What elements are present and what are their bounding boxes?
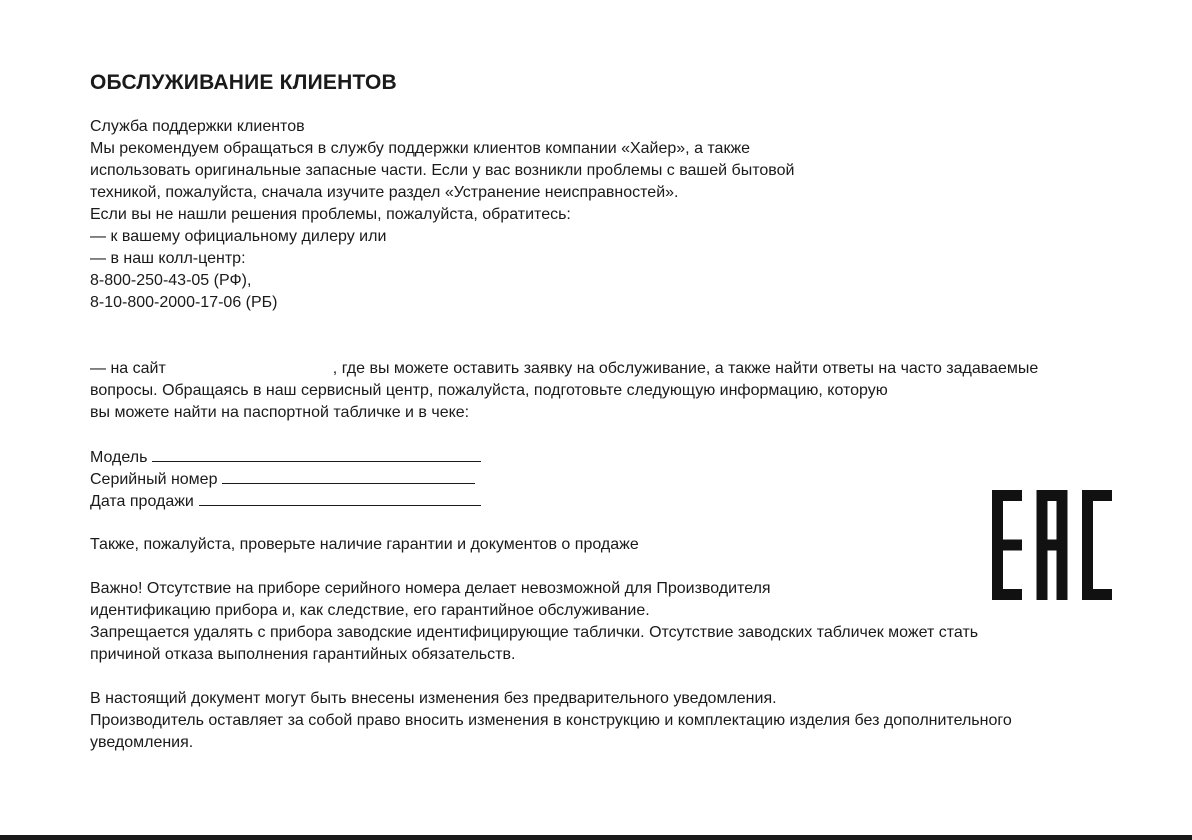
warranty-check-text: Также, пожалуйста, проверьте наличие гарантии и документов о продаже xyxy=(90,536,639,553)
important-text-line: идентификацию прибора и, как следствие, его гарантийное обслуживание. xyxy=(90,602,650,619)
website-suffix: , где вы можете оставить заявку на обслуживание, а также найти ответы на часто задаваемые xyxy=(332,360,1039,377)
website-line xyxy=(90,359,1038,379)
page-bottom-border xyxy=(0,835,1192,840)
dealer-option: — к вашему официальному дилеру или xyxy=(90,228,387,245)
support-text-line: техникой, пожалуйста, сначала изучите раздел «Устранение неисправностей». xyxy=(90,184,679,201)
phone-by: 8-10-800-2000-17-06 (РБ) xyxy=(90,294,278,311)
website-text-line: вы можете найти на паспортной табличке и в чеке: xyxy=(90,404,470,421)
model-label: Модель xyxy=(90,449,148,466)
important-text-line: Важно! Отсутствие на приборе серийного номера делает невозможной для Производителя xyxy=(90,580,771,597)
model-underline xyxy=(152,447,481,462)
support-text-line: Мы рекомендуем обращаться в службу поддержки клиентов компании «Хайер», а также xyxy=(90,140,751,157)
call-center-option: — в наш колл-центр: xyxy=(90,250,246,267)
important-text-line: причиной отказа выполнения гарантийных обязательств. xyxy=(90,646,516,663)
sale-date-label: Дата продажи xyxy=(90,493,194,510)
support-text-line: Если вы не нашли решения проблемы, пожалуйста, обратитесь: xyxy=(90,206,571,223)
important-text-line: Запрещается удалять с прибора заводские идентифицирующие таблички. Отсутствие заводских табличек может стать xyxy=(90,624,979,641)
page-title: ОБСЛУЖИВАНИЕ КЛИЕНТОВ xyxy=(90,71,397,94)
eac-mark-icon xyxy=(992,490,1112,600)
sale-date-field xyxy=(90,491,481,512)
notice-text-line: В настоящий документ могут быть внесены изменения без предварительного уведомления. xyxy=(90,690,777,707)
phone-ru: 8-800-250-43-05 (РФ), xyxy=(90,272,252,289)
support-heading: Служба поддержки клиентов xyxy=(90,118,305,135)
serial-field xyxy=(90,469,475,490)
serial-label: Серийный номер xyxy=(90,471,218,488)
website-prefix: — на сайт xyxy=(90,360,166,377)
support-text-line: использовать оригинальные запасные части. Если у вас возникли проблемы с вашей бытовой xyxy=(90,162,795,179)
notice-text-line: Производитель оставляет за собой право вносить изменения в конструкцию и комплектацию изделия без дополнительного xyxy=(90,712,1012,729)
sale-date-underline xyxy=(199,491,481,506)
notice-text-line: уведомления. xyxy=(90,734,194,751)
serial-underline xyxy=(222,469,475,484)
website-text-line: вопросы. Обращаясь в наш сервисный центр, пожалуйста, подготовьте следующую информацию, которую xyxy=(90,382,888,399)
model-field xyxy=(90,447,481,468)
